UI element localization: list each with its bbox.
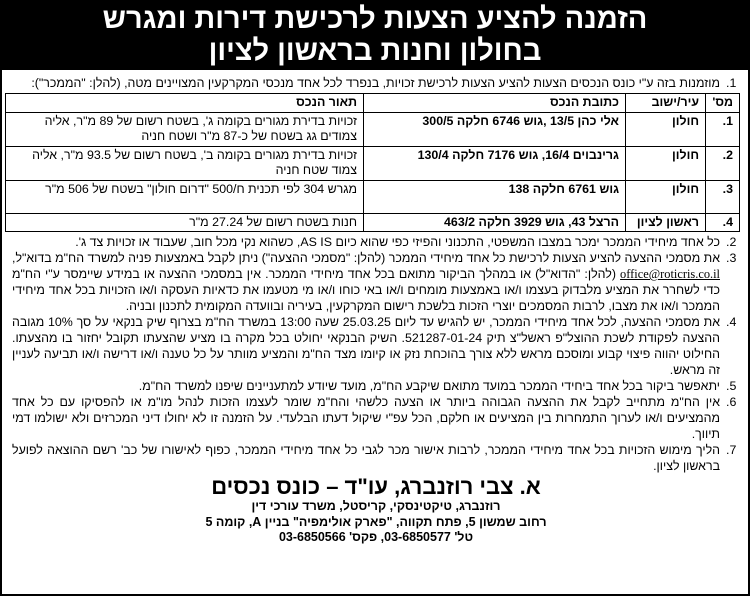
clause-1 xyxy=(12,75,740,91)
row-no: 3. xyxy=(706,180,740,213)
header-city: עיר/ישוב xyxy=(626,94,706,113)
title-line-2: בחולון וחנות בראשון לציון xyxy=(208,35,542,67)
header-no: מס' xyxy=(706,94,740,113)
notice-title xyxy=(2,0,748,70)
row-city: חולון xyxy=(626,112,706,146)
notice-body xyxy=(2,70,748,546)
clause-4 xyxy=(12,314,740,378)
row-address: גוש 6761 חלקה 138 xyxy=(364,180,626,213)
row-address: הרצל 43, גוש 3929 חלקה 463/2 xyxy=(364,213,626,232)
clause-text: אין הח"מ מתחייב לקבל את ההצעה הגבוהה ביותר או הצעה כלשהי והח"מ שומר לעצמו הזכות לנהל מו"מ או להפסיקו עם כל אחד מהמציעים ו/או לערוך התמחרות בין המציעים או חלקם, הכל עפ"י שיקול דעתו הבלעדי. על הזמנה זו לא יחולו דיני המכרזים ולא ישולמו דמי תיווך. xyxy=(12,395,720,441)
row-city: חולון xyxy=(626,180,706,213)
row-description: זכויות בדירת מגורים בקומה ג', בשטח רשום של 89 מ"ר, אליה צמודים גג בשטח של כ-87 מ"ר ושטח חניה xyxy=(6,112,364,146)
row-no: 2. xyxy=(706,146,740,180)
clause-text: יתאפשר ביקור בכל אחד ביחידי הממכר במועד מתואם שיקבע הח"מ, מועד שיודע למתעניינים שיפנו למשרד הח"מ. xyxy=(138,379,720,393)
clause-text: מוזמנות בזה ע"י כונס הנכסים הצעות להציע הצעות לרכישת זכויות, בנפרד לכל אחד מנכסי המקרקעין המצויינים מטה, (להלן: "הממכר"): xyxy=(31,76,720,90)
table-row xyxy=(6,180,740,213)
clause-3 xyxy=(12,250,740,314)
row-description: חנות בשטח רשום של 27.24 מ"ר xyxy=(6,213,364,232)
row-city: ראשון לציון xyxy=(626,213,706,232)
row-city: חולון xyxy=(626,146,706,180)
clause-2 xyxy=(12,234,740,250)
header-description: תאור הנכס xyxy=(6,94,364,113)
clause-number: 1. xyxy=(726,76,737,90)
clause-5 xyxy=(12,378,740,394)
clause-number: 3. xyxy=(726,251,737,265)
row-description: מגרש 304 לפי תכנית ח/500 "דרום חולון" בשטח של 506 מ"ר xyxy=(6,180,364,213)
clause-text-part: את מסמכי ההצעה להציע הצעות לרכישת כל אחד מיחידי הממכר (להלן: "מסמכי ההצעה") ניתן לקבל באמצעות פניה למשרד הח"מ בדוא"ל, xyxy=(12,251,720,265)
clause-number: 4. xyxy=(726,315,737,329)
clause-text xyxy=(12,250,720,314)
signatory-name: א. צבי רוזנברג, עו"ד – כונס נכסים xyxy=(211,474,541,499)
row-address: אלי כהן 13/5 ,גוש 6746 חלקה 300/5 xyxy=(364,112,626,146)
header-address: כתובת הנכס xyxy=(364,94,626,113)
firm-address: רחוב שמשון 5, פתח תקווה, "פארק אולימפיה" בניין A, קומה 5 xyxy=(205,514,547,529)
row-no: 4. xyxy=(706,213,740,232)
table-row xyxy=(6,146,740,180)
table-row xyxy=(6,112,740,146)
table-row xyxy=(6,213,740,232)
row-address: גרינבוים 16/4, גוש 7176 חלקה 130/4 xyxy=(364,146,626,180)
firm-phones: טל' 03-6850577, פקס' 03-6850566 xyxy=(278,530,474,544)
title-line-1: הזמנה להציע הצעות לרכישת דירות ומגרש xyxy=(102,3,648,35)
clause-text: כל אחד מיחידי הממכר ימכר במצבו המשפטי, התכנוני והפיזי כפי שהוא כיום AS IS, כשהוא נקי מכל חוב, שעבוד או זכויות צד ג'. xyxy=(75,235,720,249)
clause-number: 6. xyxy=(726,395,737,409)
row-no: 1. xyxy=(706,112,740,146)
clause-number: 5. xyxy=(726,379,737,393)
clause-text: הליך מימוש הזכויות בכל אחד מיחידי הממכר, לרבות אישור מכר לגבי כל אחד מיחידי הממכר, כפוף לאישורו של כב' רשם ההוצאה לפועל בראשון לציון. xyxy=(12,443,720,473)
clause-text: את מסמכי ההצעה, לכל אחד מיחידי הממכר, יש להגיש עד ליום 25.03.25 שעה 13:00 במשרד הח"מ בצרוף שיק בנקאי על סך 10% מגובה ההצעה לפקודת לשכת ההוצל"פ ראשל"צ תיק 521287-01-24. השיק הבנקאי יחולט בכל מקרה בו מציע שהצעתו תקובל יחזור בו מהצעתו. החילוט יהווה פיצוי קבוע ומוסכם מראש ללא צורך בהוכחת נזק או קיומו מצד הח"מ והמציע מוותר על כל טענה ו/או דרישה ו/או תביעה לעניין זה מראש. xyxy=(12,315,721,377)
properties-table xyxy=(5,93,740,232)
clause-7 xyxy=(12,442,740,474)
email-link[interactable]: office@roticris.co.il xyxy=(620,267,720,281)
table-header xyxy=(6,94,740,113)
law-firm: רוזנברג, טיקטינסקי, קריסטל, משרד עורכי דין xyxy=(251,499,501,513)
clause-number: 7. xyxy=(726,443,737,457)
clause-text-part: (להלן: "הדוא"ל) או במהלך הביקור מתואם בכל אחד מיחידי הממכר. אין במסמכי ההצעה או במידע שיימסר ע"י הח"מ כדי לשחרר את המציע מלבדוק בעצמו ו/או באמצעות מומחים ו/או באי כוחו ו/או מי מטעמו את כדאיות העסקה ו/או הזכויות בכל אחד מיחידי הממכר ו/או את מצבו, לרבות המסמכים יוצרי הזכות בלשכת רישום המקרקעין, בעיריה ובוועדה המקומית לתכנון ובניה. xyxy=(12,267,720,313)
clause-6 xyxy=(12,394,740,442)
row-description: זכויות בדירת מגורים בקומה ב', בשטח רשום של 93.5 מ"ר, אליה צמוד שטח חניה xyxy=(6,146,364,180)
clause-number: 2. xyxy=(726,235,737,249)
signature-block xyxy=(12,475,740,546)
